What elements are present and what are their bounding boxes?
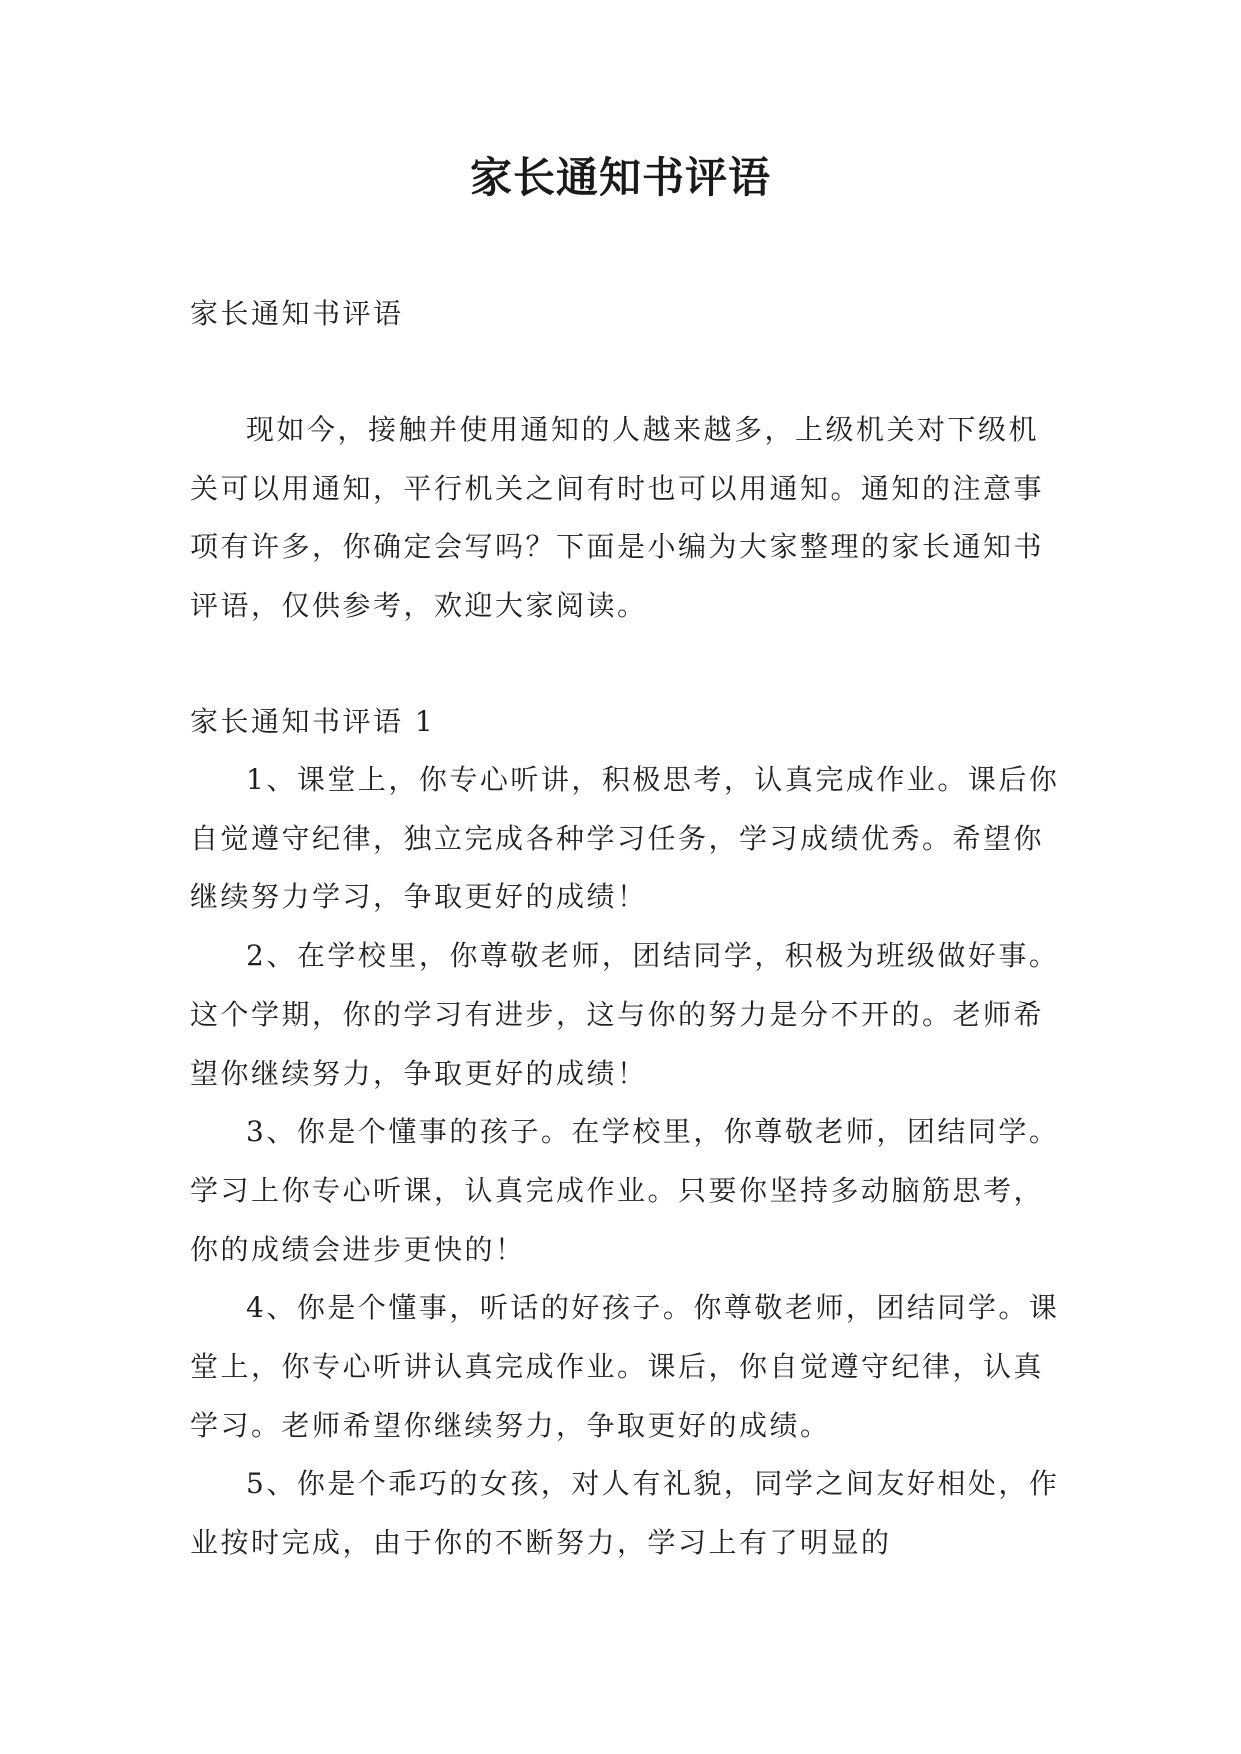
comment-item-2: 2、在学校里，你尊敬老师，团结同学，积极为班级做好事。这个学期，你的学习有进步，这与你的努力是分不开的。老师希望你继续努力，争取更好的成绩！ bbox=[190, 939, 1060, 1090]
document-body bbox=[190, 285, 1060, 1573]
comment-list bbox=[190, 751, 1060, 1573]
intro-paragraph: 现如今，接触并使用通知的人越来越多，上级机关对下级机关可以用通知，平行机关之间有时也可以用通知。通知的注意事项有许多，你确定会写吗？下面是小编为大家整理的家长通知书评语，仅供参考，欢迎大家阅读。 bbox=[190, 413, 1045, 622]
comment-item-1: 1、课堂上，你专心听讲，积极思考，认真完成作业。课后你自觉遵守纪律，独立完成各种学习任务，学习成绩优秀。希望你继续努力学习，争取更好的成绩！ bbox=[190, 763, 1060, 914]
comment-item-5: 5、你是个乖巧的女孩，对人有礼貌，同学之间友好相处，作业按时完成，由于你的不断努力，学习上有了明显的 bbox=[190, 1467, 1060, 1560]
comment-item-3: 3、你是个懂事的孩子。在学校里，你尊敬老师，团结同学。学习上你专心听课，认真完成作业。只要你坚持多动脑筋思考，你的成绩会进步更快的！ bbox=[190, 1115, 1060, 1266]
section-heading: 家长通知书评语 1 bbox=[190, 705, 436, 738]
document-subtitle: 家长通知书评语 bbox=[190, 297, 404, 330]
document-title: 家长通知书评语 bbox=[469, 153, 771, 202]
comment-item-4: 4、你是个懂事，听话的好孩子。你尊敬老师，团结同学。课堂上，你专心听讲认真完成作业。课后，你自觉遵守纪律，认真学习。老师希望你继续努力，争取更好的成绩。 bbox=[190, 1291, 1060, 1442]
